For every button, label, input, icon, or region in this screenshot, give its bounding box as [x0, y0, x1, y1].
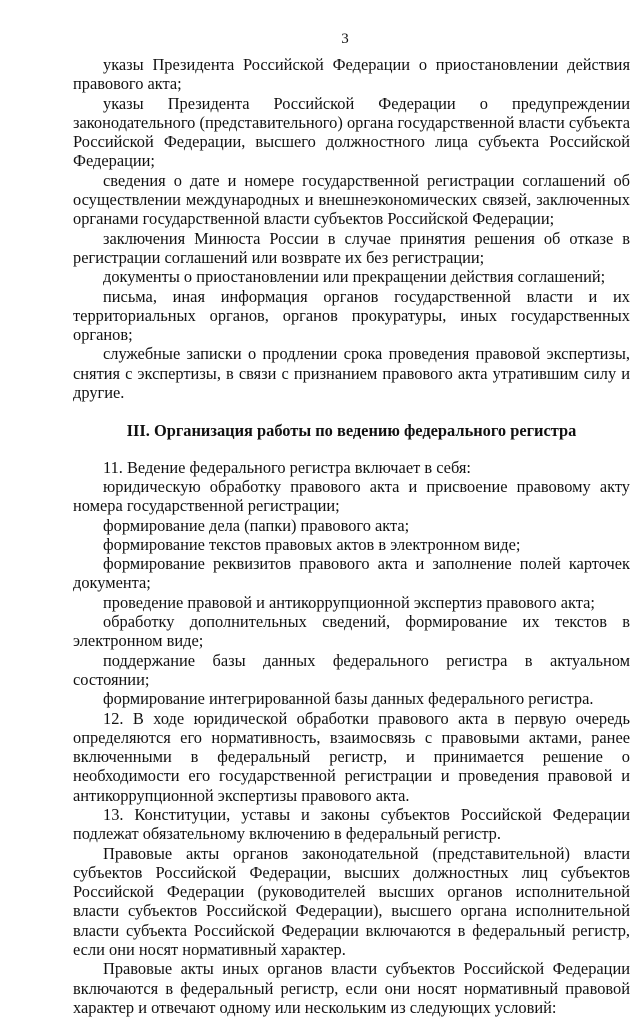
- paragraph: заключения Минюста России в случае принятия решения об отказе в регистрации соглашений или возврате их без регистрации;: [73, 228, 630, 267]
- paragraph: документы о приостановлении или прекращении действия соглашений;: [103, 267, 606, 287]
- paragraph: письма, иная информация органов государственной власти и их территориальных органов, органов прокуратуры, иных государственных органов;: [73, 286, 630, 345]
- paragraph: Правовые акты иных органов власти субъектов Российской Федерации включаются в федеральный регистр, если они носят нормативный правовой характер и отвечают одному или нескольким из следующих условий:: [73, 959, 630, 1017]
- paragraph: юридическую обработку правового акта и присвоение правовому акту номера государственной регистрации;: [73, 476, 630, 516]
- paragraph: сведения о дате и номере государственной регистрации соглашений об осуществлении международных и внешнеэкономических связей, заключенных органами государственной власти субъектов Российской Федерации;: [73, 170, 630, 229]
- page-number: 3: [341, 31, 349, 47]
- paragraph: указы Президента Российской Федерации о приостановлении действия правового акта;: [73, 55, 630, 94]
- paragraph: формирование реквизитов правового акта и заполнение полей карточек документа;: [73, 554, 630, 593]
- paragraph: формирование дела (папки) правового акта;: [103, 515, 410, 535]
- paragraph: 13. Конституции, уставы и законы субъектов Российской Федерации подлежат обязательному включению в федеральный регистр.: [73, 804, 630, 844]
- paragraph: 12. В ходе юридической обработки правового акта в первую очередь определяются его нормативность, взаимосвязь с правовыми актами, ранее включенными в федеральный регистр, и принимается решение о необходимости его государственной регистрации и проведения правовой и антикоррупционной экспертизы правового акта.: [73, 708, 630, 805]
- paragraph: формирование интегрированной базы данных федерального регистра.: [103, 689, 594, 709]
- paragraph: Правовые акты органов законодательной (представительной) власти субъектов Российской Федерации, высших должностных лиц субъектов Российской Федерации (руководителей высших органов исполнительной власти субъектов Российской Федерации), высшего органа исполнительной власти субъекта Российской Федерации включаются в федеральный регистр, если они носят нормативный характер.: [73, 843, 630, 960]
- paragraph: проведение правовой и антикоррупционной экспертиз правового акта;: [103, 592, 595, 612]
- paragraph: формирование текстов правовых актов в электронном виде;: [103, 534, 521, 554]
- paragraph: указы Президента Российской Федерации о предупреждении законодательного (представительного) органа государственной власти субъекта Российской Федерации, высшего должностного лица субъекта Российской Федерации;: [73, 93, 630, 171]
- paragraph: 11. Ведение федерального регистра включает в себя:: [103, 457, 471, 477]
- paragraph: обработку дополнительных сведений, формирование их текстов в электронном виде;: [73, 612, 630, 651]
- paragraph: поддержание базы данных федерального регистра в актуальном состоянии;: [73, 650, 630, 689]
- paragraph: служебные записки о продлении срока проведения правовой экспертизы, снятия с экспертизы, в связи с признанием правового акта утратившим силу и другие.: [73, 344, 630, 403]
- document-body: [73, 55, 630, 1017]
- section-heading: III. Организация работы по ведению федерального регистра: [126, 421, 577, 441]
